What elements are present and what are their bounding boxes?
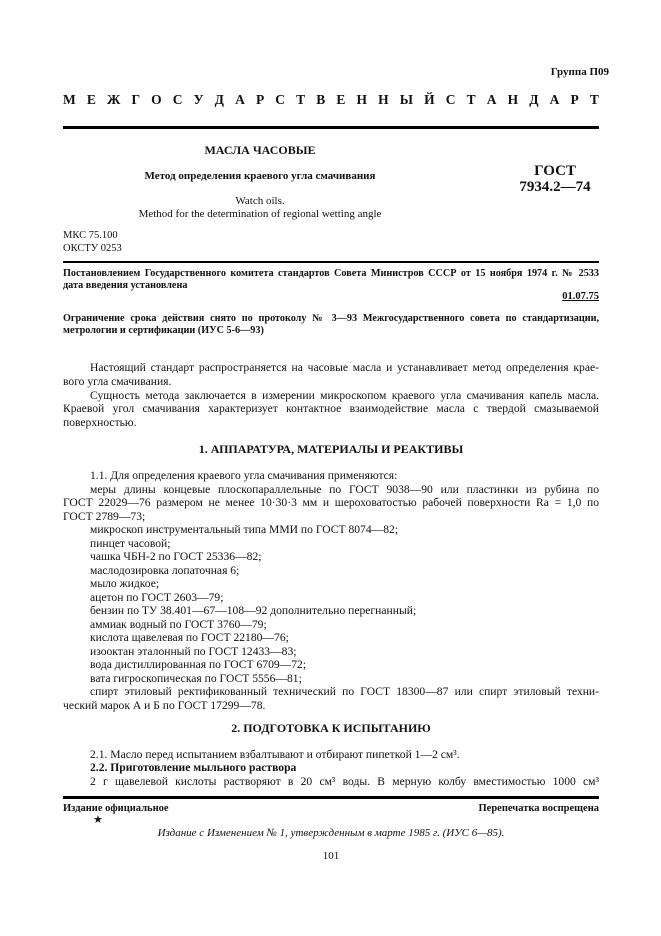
- document-subtitle: Метод определения краевого угла смачивания: [144, 170, 376, 182]
- banner-letter: А: [549, 92, 560, 107]
- banner-letter: С: [275, 92, 286, 107]
- standard-banner: [63, 92, 599, 108]
- section-1-heading: 1. АППАРАТУРА, МАТЕРИАЛЫ И РЕАКТИВЫ: [198, 442, 464, 456]
- banner-letter: Т: [466, 92, 476, 107]
- footer-rule: [63, 796, 599, 799]
- group-label: Группа П09: [550, 66, 609, 78]
- text-line: ГОСТ 2789—73;: [63, 509, 146, 523]
- banner-letter: Г: [131, 92, 141, 107]
- banner-letter: Н: [356, 92, 368, 107]
- document-title: МАСЛА ЧАСОВЫЕ: [204, 143, 316, 157]
- text-line: поверхностью.: [63, 416, 137, 430]
- decree-line-2: дата введения установлена: [63, 280, 188, 291]
- banner-letter: Й: [424, 92, 435, 107]
- banner-letter: Е: [336, 92, 346, 107]
- text-line: 1.1. Для определения краевого угла смачивания применяются:: [90, 469, 398, 482]
- text-line: бензин по ТУ 38.401—67—108—92 дополнительно перегнанный;: [90, 604, 417, 617]
- text-line: изооктан эталонный по ГОСТ 12433—83;: [90, 644, 297, 658]
- text-line: вода дистиллированная по ГОСТ 6709—72;: [90, 658, 307, 671]
- official-edition: Издание официальное: [63, 803, 169, 814]
- text-line: вата гигроскопическая по ГОСТ 5556—81;: [90, 671, 302, 685]
- text-line: пинцет часовой;: [90, 536, 171, 550]
- amendment-note: Издание с Изменением № 1, утвержденным в марте 1985 г. (ИУС 6—85).: [157, 827, 505, 839]
- paragraph-2-2-text: 2 г щавелевой кислоты растворяют в 20 см³ воды. В мерную колбу вместимостью 1000 см³: [90, 775, 599, 788]
- text-line: Краевой угол смачивания характеризует контактное взаимодействие масла с твердой смазываемой: [63, 402, 599, 416]
- text-line: чашка ЧБН-2 по ГОСТ 25336—82;: [90, 550, 262, 563]
- english-title-2: Method for the determination of regional wetting angle: [138, 208, 382, 220]
- decree-line-1: Постановлением Государственного комитета стандартов Совета Министров СССР от 15 ноября 1974 г. № 2533: [63, 268, 599, 279]
- banner-letter: О: [151, 92, 162, 107]
- text-line: ГОСТ 22029—76 размером не менее 10·30·3 мм и шероховатостью рабочей поверхности Ra = 1,0 по: [63, 496, 599, 509]
- page-number: 101: [322, 850, 340, 862]
- banner-letter: В: [316, 92, 326, 107]
- text-line: ческий марок А и Б по ГОСТ 17299—78.: [63, 698, 266, 712]
- text-line: меры длины концевые плоскопараллельные по ГОСТ 9038—90 или пластинки из рубина по: [90, 482, 599, 496]
- text-line: вого угла смачивания.: [63, 374, 172, 388]
- reprint-prohibited: Перепечатка воспрещена: [478, 803, 599, 814]
- limit-line-2: метрологии и сертификации (ИУС 5-6—93): [63, 325, 264, 336]
- text-line: спирт этиловый ректификованный технический по ГОСТ 18300—87 или спирт этиловый техни-: [90, 685, 599, 698]
- effective-date: 01.07.75: [562, 291, 599, 302]
- banner-letter: У: [193, 92, 204, 107]
- banner-letter: Ы: [399, 92, 414, 107]
- paragraph-2-1: 2.1. Масло перед испытанием взбалтывают и отбирают пипеткой 1—2 см³.: [90, 748, 460, 761]
- banner-letter: Т: [589, 92, 599, 107]
- header-rule: [63, 126, 599, 129]
- text-line: Настоящий стандарт распространяется на часовые масла и устанавливает метод определения крае-: [90, 361, 599, 374]
- mks-code: МКС 75.100: [63, 230, 118, 241]
- banner-letter: М: [63, 92, 76, 107]
- text-line: микроскоп инструментальный типа ММИ по ГОСТ 8074—82;: [90, 523, 399, 536]
- banner-letter: А: [486, 92, 497, 107]
- text-line: маслодозировка лопаточная 6;: [90, 563, 240, 577]
- limit-line-1: Ограничение срока действия снято по протоколу № 3—93 Межгосударственного совета по стандартизации,: [63, 313, 599, 324]
- paragraph-2-2-heading: 2.2. Приготовление мыльного раствора: [90, 761, 297, 774]
- banner-letter: С: [445, 92, 456, 107]
- banner-letter: Д: [529, 92, 539, 107]
- banner-letter: Е: [86, 92, 96, 107]
- text-line: ацетон по ГОСТ 2603—79;: [90, 590, 224, 604]
- banner-letter: Н: [507, 92, 519, 107]
- english-title-1: Watch oils.: [235, 195, 285, 207]
- banner-letter: Р: [255, 92, 265, 107]
- section-2-heading: 2. ПОДГОТОВКА К ИСПЫТАНИЮ: [231, 721, 431, 735]
- okstu-code: ОКСТУ 0253: [63, 243, 122, 254]
- banner-letter: Ж: [106, 92, 121, 107]
- gost-number: 7934.2—74: [519, 179, 591, 195]
- banner-letter: С: [172, 92, 183, 107]
- text-line: кислота щавелевая по ГОСТ 22180—76;: [90, 631, 289, 644]
- text-line: мыло жидкое;: [90, 577, 160, 590]
- gost-label: ГОСТ: [534, 163, 576, 179]
- banner-letter: Д: [214, 92, 224, 107]
- banner-letter: А: [235, 92, 245, 107]
- banner-letter: Н: [378, 92, 389, 107]
- banner-letter: Р: [570, 92, 579, 107]
- banner-letter: Т: [296, 92, 306, 107]
- text-line: аммиак водный по ГОСТ 3760—79;: [90, 617, 267, 631]
- text-line: Сущность метода заключается в измерении микроскопом краевого угла смачивания капель масла.: [90, 388, 599, 402]
- codes-rule: [63, 261, 599, 263]
- star-icon: ★: [93, 814, 103, 826]
